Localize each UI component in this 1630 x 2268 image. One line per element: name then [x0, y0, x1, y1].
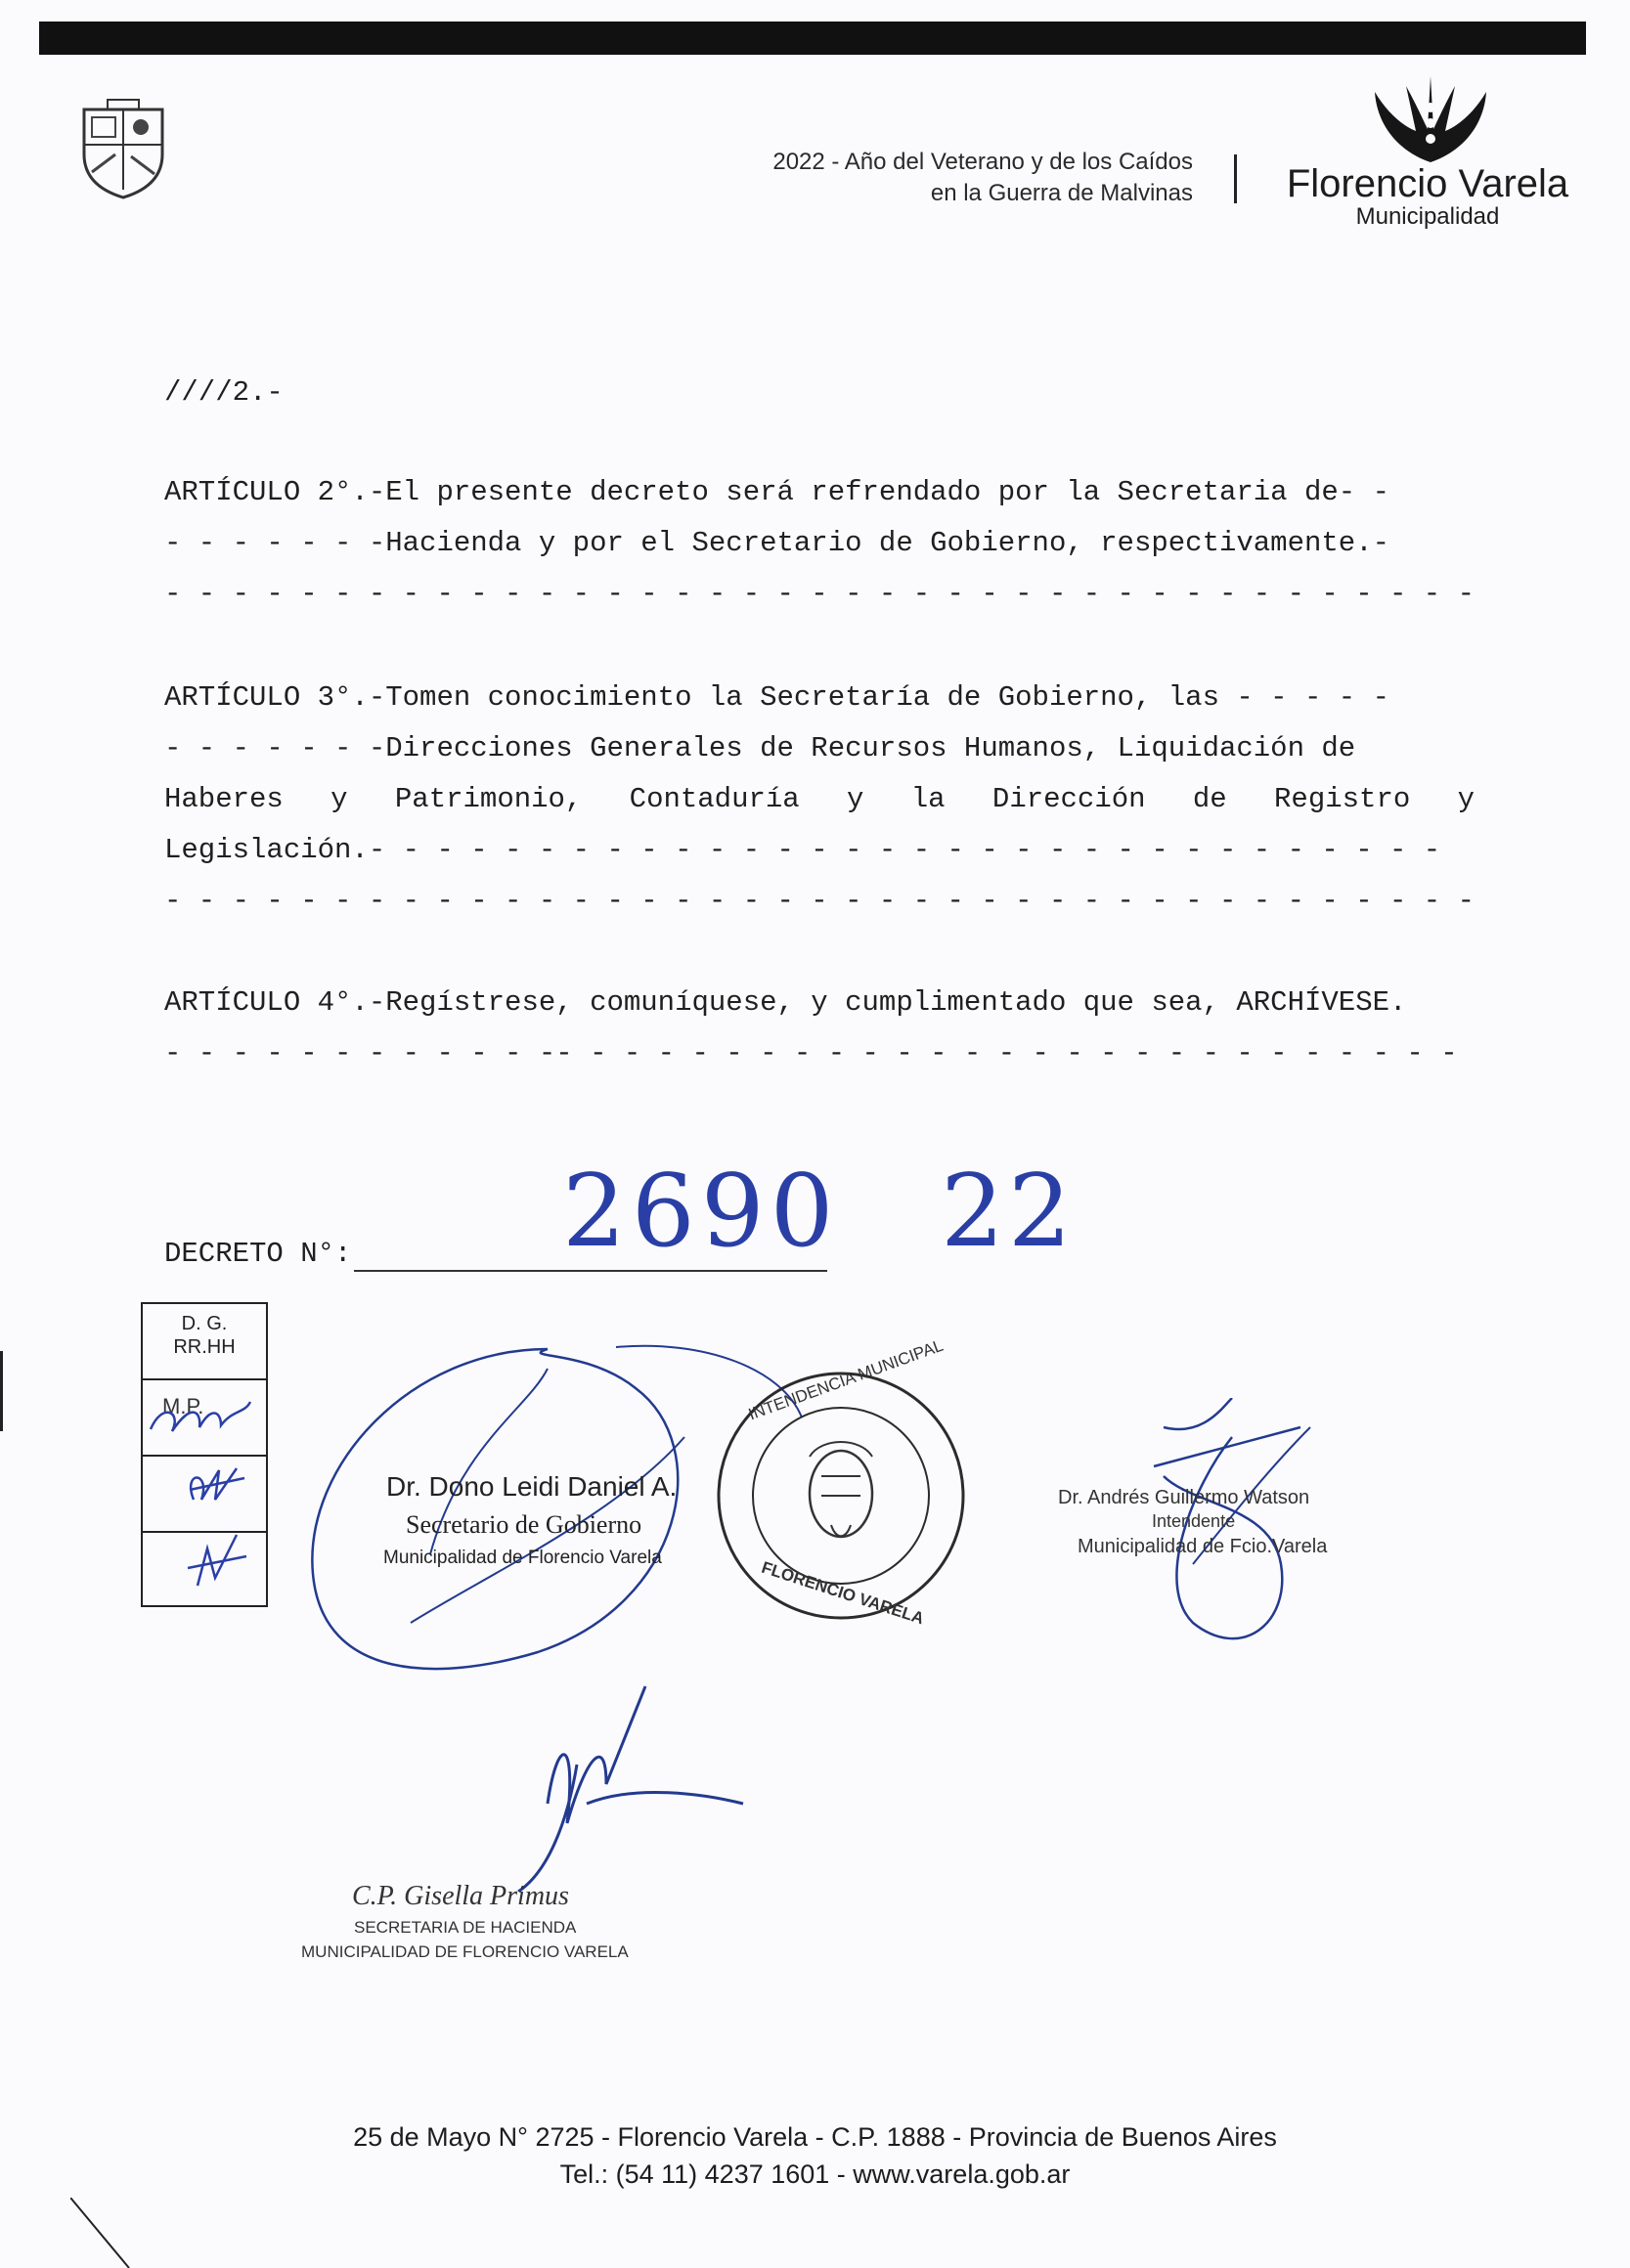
- article-3-line-4: Legislación.- - - - - - - - - - - - - - - - - - - - - - - - - - - - - - - -: [164, 834, 1441, 866]
- intendente-signature-icon: [1134, 1398, 1349, 1672]
- scan-top-bar: [39, 22, 1586, 55]
- footer-address: 25 de Mayo N° 2725 - Florencio Varela - C.P. 1888 - Provincia de Buenos Aires: [353, 2122, 1277, 2152]
- seal-top-text: INTENDENCIA MUNICIPAL: [745, 1335, 947, 1424]
- gobierno-signer-title: Secretario de Gobierno: [406, 1510, 642, 1539]
- article-2-line-3: - - - - - - - - - - - - - - - - - - - - - - - - - - - - - - - - - - - - - - -: [164, 578, 1476, 610]
- initials-box-head-1: D. G.: [181, 1313, 228, 1334]
- article-2-line-1: ARTÍCULO 2°.-El presente decreto será refrendado por la Secretaria de- -: [164, 476, 1390, 508]
- hacienda-signature-icon: [489, 1677, 763, 1892]
- header-divider: [1234, 154, 1237, 203]
- decreto-underline: [354, 1270, 827, 1272]
- motto-line-1: 2022 - Año del Veterano y de los Caídos: [772, 149, 1193, 175]
- gobierno-signer-org: Municipalidad de Florencio Varela: [383, 1548, 662, 1568]
- article-4-line-1: ARTÍCULO 4°.-Regístrese, comuníquese, y cumplimentado que sea, ARCHÍVESE.: [164, 986, 1407, 1019]
- decreto-label: DECRETO N°:: [164, 1238, 352, 1270]
- initials-box: [141, 1302, 268, 1607]
- motto-line-2: en la Guerra de Malvinas: [930, 180, 1193, 206]
- signature-and-seal-icon: [293, 1330, 997, 1701]
- initials-box-head-2: RR.HH: [173, 1336, 236, 1358]
- footer-contact: Tel.: (54 11) 4237 1601 - www.varela.gob.ar: [559, 2159, 1071, 2189]
- year-motto: [548, 147, 1193, 209]
- article-4-line-2: - - - - - - - - - - - -- - - - - - - - - - - - - - - - - - - - - - - - - - -: [164, 1037, 1458, 1069]
- seal-bottom-text: FLORENCIO VARELA: [759, 1557, 927, 1629]
- hacienda-signer-title: SECRETARIA DE HACIENDA: [354, 1918, 577, 1937]
- article-3-line-5: - - - - - - - - - - - - - - - - - - - - - - - - - - - - - - - - - - - - - - -: [164, 885, 1476, 917]
- article-2-line-2: - - - - - - -Hacienda y por el Secretario de Gobierno, respectivamente.-: [164, 527, 1390, 559]
- logo-name: Florencio Varela: [1286, 162, 1569, 205]
- hacienda-signer-name: C.P. Gisella Primus: [352, 1881, 569, 1911]
- article-3-line-3-text: Haberes y Patrimonio, Contaduría y la Dirección de Registro y: [164, 783, 1475, 815]
- article-3-line-1: ARTÍCULO 3°.-Tomen conocimiento la Secretaría de Gobierno, las - - - - -: [164, 681, 1390, 714]
- florencio-varela-logo-icon: [1357, 72, 1504, 166]
- scan-margin-mark: [0, 1351, 3, 1431]
- initials-box-mp: M.P.: [162, 1394, 204, 1418]
- decreto-number: 2690: [562, 1154, 840, 1270]
- page-reference: ////2.-: [164, 376, 284, 409]
- decreto-year: 22: [941, 1154, 1076, 1270]
- intendente-title: Intendente: [1152, 1511, 1236, 1531]
- handwritten-initials-icon: [143, 1304, 266, 1605]
- logo-subtitle: Municipalidad: [1355, 203, 1500, 230]
- intendente-org: Municipalidad de Fcio.Varela: [1078, 1536, 1328, 1557]
- gobierno-signer-name: Dr. Dono Leidi Daniel A.: [386, 1471, 678, 1502]
- article-3-line-3: [164, 780, 1475, 819]
- article-3-line-2: - - - - - - -Direcciones Generales de Recursos Humanos, Liquidación de: [164, 732, 1356, 764]
- intendente-name: Dr. Andrés Guillermo Watson: [1058, 1487, 1310, 1508]
- scan-corner-mark: [70, 2198, 149, 2268]
- hacienda-signer-org: MUNICIPALIDAD DE FLORENCIO VARELA: [301, 1942, 629, 1961]
- municipal-crest-icon: [78, 96, 168, 201]
